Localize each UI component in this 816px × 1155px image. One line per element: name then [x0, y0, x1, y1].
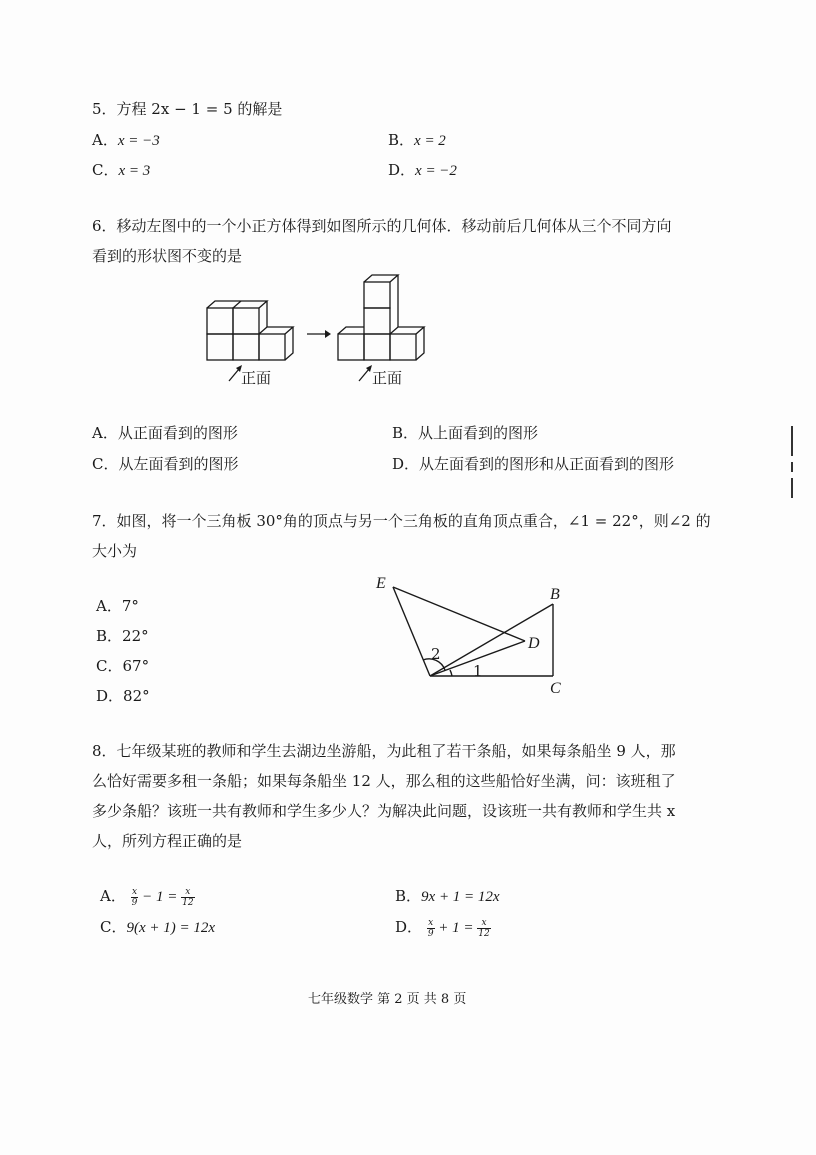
q8-option-a [100, 886, 195, 908]
q6-right-solid [338, 275, 424, 360]
q7-option-b [96, 626, 149, 646]
q6-stem-line2: 看到的形状图不变的是 [92, 247, 243, 265]
q5-option-d-text: x = −2 [415, 163, 457, 179]
q5-option-c-text: x = 3 [118, 163, 151, 179]
q6-option-c-letter: C． [92, 455, 119, 473]
q7-label-angle-1: 1 [473, 662, 483, 680]
q5-option-b-text: x = 2 [414, 133, 446, 149]
q8-option-b [395, 886, 500, 907]
q5-stem: 5．方程 2x − 1 = 5 的解是 [92, 100, 283, 118]
q5-option-c [92, 160, 150, 181]
binding-margin-mark [791, 478, 793, 498]
binding-margin-mark [791, 462, 793, 472]
q8-option-c-text: 9(x + 1) = 12x [126, 920, 216, 936]
q5-option-d [388, 160, 457, 181]
q8-stem-line4: 人，所列方程正确的是 [92, 832, 243, 850]
q8-stem-line1: 8．七年级某班的教师和学生去湖边坐游船，为此租了若干条船，如果每条船坐 9 人，那 [92, 742, 676, 760]
q8-option-d-letter: D． [395, 918, 423, 936]
q7-option-c [96, 656, 149, 676]
q5-option-a-text: x = −3 [117, 133, 160, 149]
q6-option-c-text: 从左面看到的图形 [118, 455, 239, 473]
q6-option-b-text: 从上面看到的图形 [418, 424, 539, 442]
q5-option-a [92, 130, 160, 151]
q5-option-b-letter: B． [388, 131, 415, 149]
q7-label-b: B [550, 586, 560, 603]
q6-option-a [92, 423, 238, 443]
q6-option-d [392, 454, 674, 474]
q6-option-d-letter: D． [392, 455, 420, 473]
q7-angle-1-arc [450, 670, 452, 676]
q7-stem-line1: 7．如图，将一个三角板 30°角的顶点与另一个三角板的直角顶点重合，∠1 = 22°，则∠2 的 [92, 512, 711, 530]
q8-option-d-middle: + 1 = [434, 920, 478, 936]
q7-label-angle-2: 2 [431, 645, 441, 663]
q7-option-c-text: 67° [122, 657, 150, 675]
q6-option-b-letter: B． [392, 424, 419, 442]
binding-margin-mark [791, 426, 793, 456]
page-footer: 七年级数学 第 2 页 共 8 页 [308, 992, 467, 1007]
q7-option-a-letter: A． [96, 597, 122, 615]
q8-option-c-letter: C． [100, 918, 127, 936]
q6-transform-arrow [307, 330, 331, 338]
q7-option-d-text: 82° [123, 687, 150, 705]
q7-label-d: D [528, 635, 540, 652]
q8-option-a-fraction-left: $\frac{x}{9}$ [131, 886, 138, 908]
q5-option-c-letter: C． [92, 161, 119, 179]
q6-option-b [392, 423, 538, 443]
q8-stem-line2: 么恰好需要多租一条船；如果每条船坐 12 人，那么租的这些船恰好坐满，问：该班租了 [92, 772, 676, 790]
q5-option-b [388, 130, 446, 151]
q8-option-c [100, 917, 215, 938]
q8-option-a-middle: − 1 = [138, 889, 182, 905]
q6-option-a-letter: A． [92, 424, 118, 442]
q8-option-d [395, 917, 491, 939]
q8-option-b-letter: B． [395, 887, 422, 905]
q8-option-d-fraction-right: $\frac{x}{12}$ [478, 917, 490, 939]
q7-option-b-text: 22° [122, 627, 149, 645]
q6-option-d-text: 从左面看到的图形和从正面看到的图形 [419, 455, 675, 473]
q6-front-arrow-right [359, 365, 372, 381]
q7-option-a [96, 596, 139, 616]
q8-option-a-letter: A． [100, 887, 126, 905]
q8-option-d-fraction-left: $\frac{x}{9}$ [427, 917, 434, 939]
q8-option-b-text: 9x + 1 = 12x [421, 889, 500, 905]
q7-triangle-figure [360, 568, 580, 698]
q6-left-solid [207, 301, 293, 360]
q7-option-c-letter: C． [96, 657, 123, 675]
q7-option-a-text: 7° [121, 597, 139, 615]
q7-label-e: E [376, 575, 386, 592]
q7-label-c: C [550, 680, 561, 697]
q8-stem-line3: 多少条船？该班一共有教师和学生多少人？为解决此问题，设该班一共有教师和学生共 x [92, 802, 676, 820]
q7-stem-line2: 大小为 [92, 542, 138, 560]
q6-front-label-right: 正面 [372, 369, 403, 387]
q6-front-label-left: 正面 [241, 369, 272, 387]
q6-cube-figure [190, 272, 450, 392]
q7-option-b-letter: B． [96, 627, 123, 645]
q6-stem-line1: 6．移动左图中的一个小正方体得到如图所示的几何体．移动前后几何体从三个不同方向 [92, 217, 672, 235]
q6-option-c [92, 454, 239, 474]
q5-option-a-letter: A． [92, 131, 118, 149]
q6-option-a-text: 从正面看到的图形 [117, 424, 238, 442]
q5-option-d-letter: D． [388, 161, 416, 179]
q8-option-a-fraction-right: $\frac{x}{12}$ [182, 886, 194, 908]
q7-option-d [96, 686, 150, 706]
q7-option-d-letter: D． [96, 687, 124, 705]
